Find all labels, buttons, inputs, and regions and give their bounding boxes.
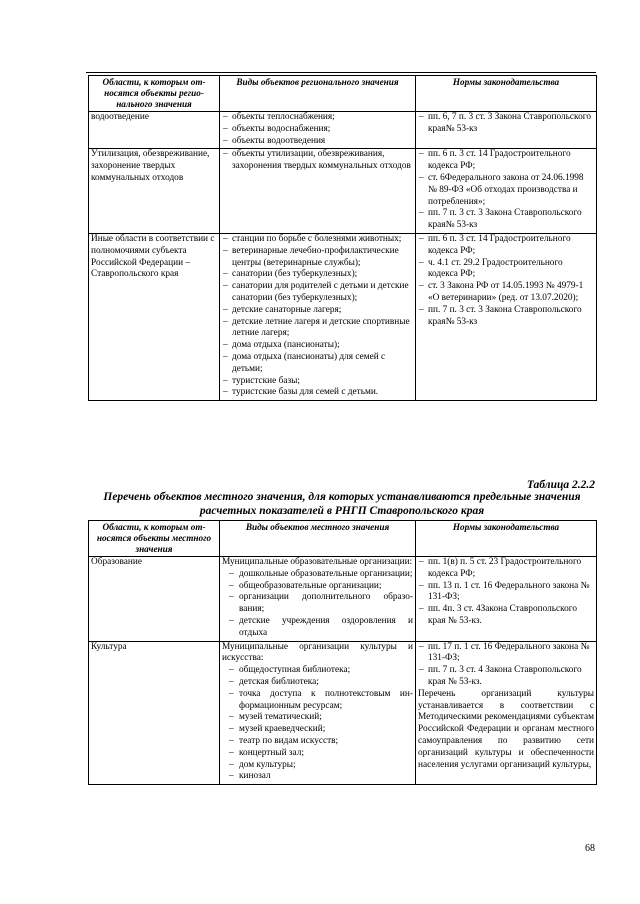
types-cell [220, 112, 416, 149]
table-label: Таблица 2.2.2 [526, 479, 595, 491]
table-row [89, 112, 597, 149]
list-item: – дошкольные образовательные организации; [222, 569, 413, 581]
list-item: – объекты утилизации, обезвреживания, захоронения твердых коммунальных отходов [222, 149, 413, 173]
area-cell: Культура [89, 641, 220, 785]
list-item: – музей тематический; [222, 712, 413, 724]
area-cell: Образование [89, 557, 220, 642]
list-item: – туристские базы; [222, 376, 413, 388]
types-cell [220, 233, 416, 400]
list-item: – пп. 13 п. 1 ст. 16 Федерального закона № 131-ФЗ; [418, 581, 594, 605]
area-cell: Иные области в соответствии с полномочиями субъекта Российской Федерации – Ставропольского края [89, 233, 220, 400]
norms-cell [416, 233, 597, 400]
list-item: – ветеринарные лечебно-профилактические центры (ветеринарные службы); [222, 246, 413, 270]
norms-cell [416, 112, 597, 149]
norms-cell [416, 641, 597, 785]
list-item: – дома отдыха (пансионаты) для семей с детьми; [222, 352, 413, 376]
list-item: – пп. 4п. 3 ст. 4Закона Ставропольского края № 53-кз. [418, 604, 594, 628]
list-item: – ст. 3 Закона РФ от 14.05.1993 № 4979-1 «О ветеринарии» (ред. от 13.07.2020); [418, 281, 594, 305]
list-item: – организации дополнительного образования; [222, 592, 413, 616]
types-intro: Муниципальные образовательные организации: [222, 557, 413, 567]
list-item: – детские летние лагеря и детские спортивные летние лагеря; [222, 317, 413, 341]
list-item: – музей краеведческий; [222, 724, 413, 736]
header-rule [86, 72, 596, 73]
list-item: – ст. 6Федерального закона от 24.06.1998 № 89-ФЗ «Об отходах производства и потребления»; [418, 173, 594, 208]
list-item: – пп. 6 п. 3 ст. 14 Градостроительного кодекса РФ; [418, 234, 594, 258]
list-item: – общедоступная библиотека; [222, 665, 413, 677]
list-item: – пп. 7 п. 3 ст. 3 Закона Ставропольского края№ 53-кз [418, 208, 594, 232]
header-areas: Области, к которым относятся объекты регионального значения [89, 76, 220, 112]
table-header-row [89, 76, 597, 112]
table-header-row [89, 521, 597, 557]
norms-cell [416, 149, 597, 234]
types-cell [220, 641, 416, 785]
list-item: – санатории для родителей с детьми и детские санатории (без туберкулезных); [222, 281, 413, 305]
area-cell: Утилизация, обезвреживание, захоронение твердых коммунальных отходов [89, 149, 220, 234]
header-object-types: Виды объектов регионального значения [220, 76, 416, 112]
table-row [89, 233, 597, 400]
area-cell: водоотведение [89, 112, 220, 149]
types-intro: Муниципальные организации культуры и искусства: [222, 641, 413, 664]
list-item: – театр по видам искусств; [222, 736, 413, 748]
list-item: – пп. 6 п. 3 ст. 14 Градостроительного кодекса РФ; [418, 149, 594, 173]
header-legal-norms: Нормы законодательства [416, 521, 597, 557]
list-item: – концертный зал; [222, 748, 413, 760]
list-item: – детские санаторные лагеря; [222, 305, 413, 317]
header-areas: Области, к которым относятся объекты местного значения [89, 521, 220, 557]
norms-note: Перечень организаций культуры устанавливается в соответствии с Методическими рекомендациями субъектам Российской Федерации и органам местного самоуправления по развитию сети организаций культуры и обеспеченности населения услугами организаций культуры, [418, 688, 594, 770]
list-item: – ч. 4.1 ст. 29.2 Градостроительного кодекса РФ; [418, 258, 594, 282]
list-item: – дома отдыха (пансионаты); [222, 340, 413, 352]
list-item: – объекты водоснабжения; [222, 124, 413, 136]
header-object-types: Виды объектов местного значения [220, 521, 416, 557]
list-item: – детские учреждения оздоровления и отдыха [222, 616, 413, 640]
list-item: – пп. 6, 7 п. 3 ст. 3 Закона Ставропольского края№ 53-кз [418, 112, 594, 136]
table-row [89, 149, 597, 234]
norms-cell [416, 557, 597, 642]
list-item: – пп. 17 п. 1 ст. 16 Федерального закона № 131-ФЗ; [418, 642, 594, 666]
page-number: 68 [585, 843, 595, 854]
table-row [89, 557, 597, 642]
list-item: – точка доступа к полнотекстовым информационным ресурсам; [222, 689, 413, 713]
regional-objects-table [88, 75, 597, 401]
table-row [89, 641, 597, 785]
list-item: – станции по борьбе с болезнями животных; [222, 234, 413, 246]
types-cell [220, 557, 416, 642]
list-item: – детская библиотека; [222, 677, 413, 689]
table-title: Перечень объектов местного значения, для которых устанавливаются предельные значения расчетных показателей в РНГП Ставропольского края [103, 491, 581, 517]
list-item: – кинозал [222, 771, 413, 783]
list-item: – туристские базы для семей с детьми. [222, 387, 413, 399]
list-item: – объекты теплоснабжения; [222, 112, 413, 124]
types-cell [220, 149, 416, 234]
header-legal-norms: Нормы законодательства [416, 76, 597, 112]
list-item: – общеобразовательные организации; [222, 581, 413, 593]
local-objects-table [88, 520, 597, 785]
list-item: – пп. 7 п. 3 ст. 3 Закона Ставропольского края№ 53-кз [418, 305, 594, 329]
list-item: – пп. 7 п. 3 ст. 4 Закона Ставропольского края № 53-кз. [418, 665, 594, 689]
list-item: – объекты водоотведения [222, 136, 413, 148]
list-item: – пп. 1(в) п. 5 ст. 23 Градостроительного кодекса РФ; [418, 557, 594, 581]
list-item: – дом культуры; [222, 760, 413, 772]
list-item: – санатории (без туберкулезных); [222, 269, 413, 281]
